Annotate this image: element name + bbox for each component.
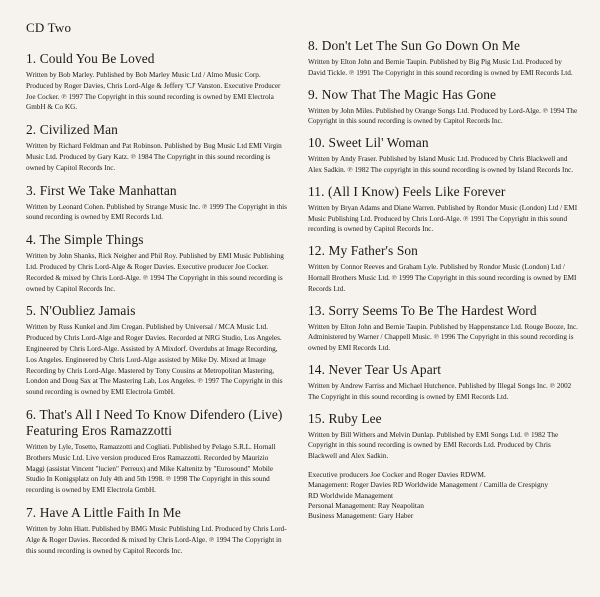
track-11 bbox=[308, 184, 578, 235]
track-12 bbox=[308, 243, 578, 294]
track-credits: Written by Andrew Farriss and Michael Hutchence. Published by Illegal Songs Inc. ℗ 2002 The Copyright in this sound recording is owned by EMI Records Ltd. bbox=[308, 381, 572, 401]
track-credits: Written by John Miles. Published by Orange Songs Ltd. Produced by Lord-Alge. ℗ 1994 The Copyright in this sound recording is owned by Capitol Records Inc. bbox=[308, 106, 578, 126]
track-title: 7. Have A Little Faith In Me bbox=[26, 504, 181, 520]
track-credits: Written by Richard Feldman and Pat Robinson. Published by Bug Music Ltd EMI Virgin Music Ltd. Produced by Gary Katz. ℗ 1984 The Copyright in this sound recording is owned by Capitol Records Inc. bbox=[26, 142, 282, 172]
track-title: 3. First We Take Manhattan bbox=[26, 182, 177, 198]
track-title: 8. Don't Let The Sun Go Down On Me bbox=[308, 38, 520, 53]
track-title: 4. The Simple Things bbox=[26, 232, 144, 248]
right-column bbox=[308, 0, 578, 521]
track-title: 13. Sorry Seems To Be The Hardest Word bbox=[308, 302, 537, 318]
track-title: 6. That's All I Need To Know Difendero (Live) Featuring Eros Ramazzotti bbox=[26, 406, 283, 438]
track-title: 5. N'Oubliez Jamais bbox=[26, 303, 136, 319]
track-8 bbox=[308, 38, 578, 79]
track-credits: Written by Elton John and Bernie Taupin. Published by Big Pig Music Ltd. Produced by David Tickle. ℗ 1991 The Copyright in this sound recording is owned by EMI Records Ltd. bbox=[308, 58, 573, 77]
track-title: 11. (All I Know) Feels Like Forever bbox=[308, 183, 506, 199]
track-15 bbox=[308, 411, 578, 462]
track-credits: Written by Leonard Cohen. Published by Strange Music Inc. ℗ 1999 The Copyright in this sound recording is owned by EMI Records Ltd. bbox=[26, 202, 287, 222]
track-title: 9. Now That The Magic Has Gone bbox=[308, 86, 497, 102]
track-credits: Written by Connor Reeves and Graham Lyle. Published by Rondor Music (London) Ltd / Hornall Brothers Music Ltd. ℗ 1999 The Copyright in this sound recording is owned by EMI Records Ltd. bbox=[308, 263, 577, 293]
track-5 bbox=[26, 303, 288, 398]
track-6 bbox=[26, 407, 288, 496]
track-credits: Written by Bill Withers and Melvin Dunlap. Published by EMI Songs Ltd. ℗ 1982 The Copyright in this sound recording is owned by EMI Records Ltd. Produced by Chris Blackwell and Alex Sadkin. bbox=[308, 430, 559, 461]
track-3 bbox=[26, 183, 288, 224]
track-title: 12. My Father's Son bbox=[308, 243, 418, 259]
track-credits: Written by Bryan Adams and Diane Warren. Published by Rondor Music (London) Ltd / EMI Music Publishing Ltd. Produced by Chris Lord-Alge. ℗ 1991 The Copyright in this sound recording is owned by Capitol Records Inc. bbox=[308, 203, 578, 234]
left-column bbox=[26, 0, 288, 556]
track-credits: Written by Andy Fraser. Published by Island Music Ltd. Produced by Chris Blackwell and Alex Sadkin. ℗ 1982 The copyright in this sound recording is owned by Island Records Inc. bbox=[308, 155, 574, 174]
footer-line: Personal Management: Ray Neapolitan bbox=[308, 500, 424, 510]
cd-heading: CD Two bbox=[26, 20, 72, 35]
track-10 bbox=[308, 135, 578, 176]
track-13 bbox=[308, 303, 578, 354]
track-credits: Written by Elton John and Bernie Taupin. Published by Happenstance Ltd. Rouge Booze, Inc. Administered by Warner / Chappell Music. ℗ 1996 The Copyright in this sound recording is owned by EMI Records Ltd. bbox=[308, 322, 578, 353]
track-title: 1. Could You Be Loved bbox=[26, 51, 155, 66]
track-4 bbox=[26, 232, 288, 294]
track-title: 14. Never Tear Us Apart bbox=[308, 361, 442, 377]
footer-line: Business Management: Gary Haber bbox=[308, 511, 414, 521]
track-2 bbox=[26, 122, 288, 173]
track-14 bbox=[308, 362, 578, 403]
track-credits: Written by John Hiatt. Published by BMG Music Publishing Ltd. Produced by Chris Lord-Alge & Roger Davies. Recorded & mixed by Chris Lord-Alge. ℗ 1994 The Copyright in this sound recording is owned by Capitol Records Inc. bbox=[26, 524, 287, 555]
track-credits: Written by Russ Kunkel and Jim Cregan. Published by Universal / MCA Music Ltd. Produced by Chris Lord-Alge and Roger Davies. Recorded at NRG Studio, Los Angeles. Engineered by Chris Lord-Alge. Assisted by A Mixdorf. Overdubs at Image Recording, Los Angeles. Engineered by Chris Lord-Alge assisted by Mike Dy. Mixed at Image Recording by Chris Lord-Alge. Mastered by Tony Cousins at Metropolitan Mastering, London and Doug Sax at The Mastering Lab, Los Angeles. ℗ 1997 The Copyright in this sound recording is owned by EMI Electrola GmbH. bbox=[26, 323, 283, 397]
track-title: 15. Ruby Lee bbox=[308, 410, 382, 426]
track-title: 10. Sweet Lil' Woman bbox=[308, 135, 429, 151]
footer-line: Executive producers Joe Cocker and Roger Davies RDWM. bbox=[308, 469, 486, 479]
track-7 bbox=[26, 505, 288, 556]
footer-line: Management: Roger Davies RD Worldwide Management / Camilla de Crespigny bbox=[308, 480, 549, 490]
production-credits bbox=[308, 470, 578, 521]
track-credits: Written by John Shanks, Rick Neigher and Phil Roy. Published by EMI Music Publishing Ltd. Produced by Chris Lord-Alge & Roger Davies. Executive producer Joe Cocker. Recorded & mixed by Chris Lord-Alge. ℗ 1994 The Copyright in this sound recording is owned by Capitol Records Inc. bbox=[26, 252, 284, 293]
footer-line: RD Worldwide Management bbox=[308, 490, 394, 500]
track-credits: Written by Lyle, Tosetto, Ramazzotti and Cogliati. Published by Pelago S.R.L. Hornall Brothers Music Ltd. Live version produced Eros Ramazzotti. Recorded by Maurizio Maggi (assistat Vincent "lucien" Perreux) and Mike Kaltenitz by "Eurosound" Mobile Studio In Konigsplatz on July 4th and 5th 1998. ℗ 1998 The Copyright in this sound recording is owned by EMI Electrola GmbH. bbox=[26, 442, 276, 495]
track-credits: Written by Bob Marley. Published by Bob Marley Music Ltd / Almo Music Corp. Produced by Roger Davies, Chris Lord-Alge & Jeffery 'CJ' Vanston. Executive Producer Joe Cocker. ℗ 1997 The Copyright in this sound recording is owned by EMI Electrola GmbH & Co KG. bbox=[26, 71, 281, 112]
track-9 bbox=[308, 87, 578, 128]
track-title: 2. Civilized Man bbox=[26, 122, 118, 138]
track-1 bbox=[26, 51, 288, 113]
